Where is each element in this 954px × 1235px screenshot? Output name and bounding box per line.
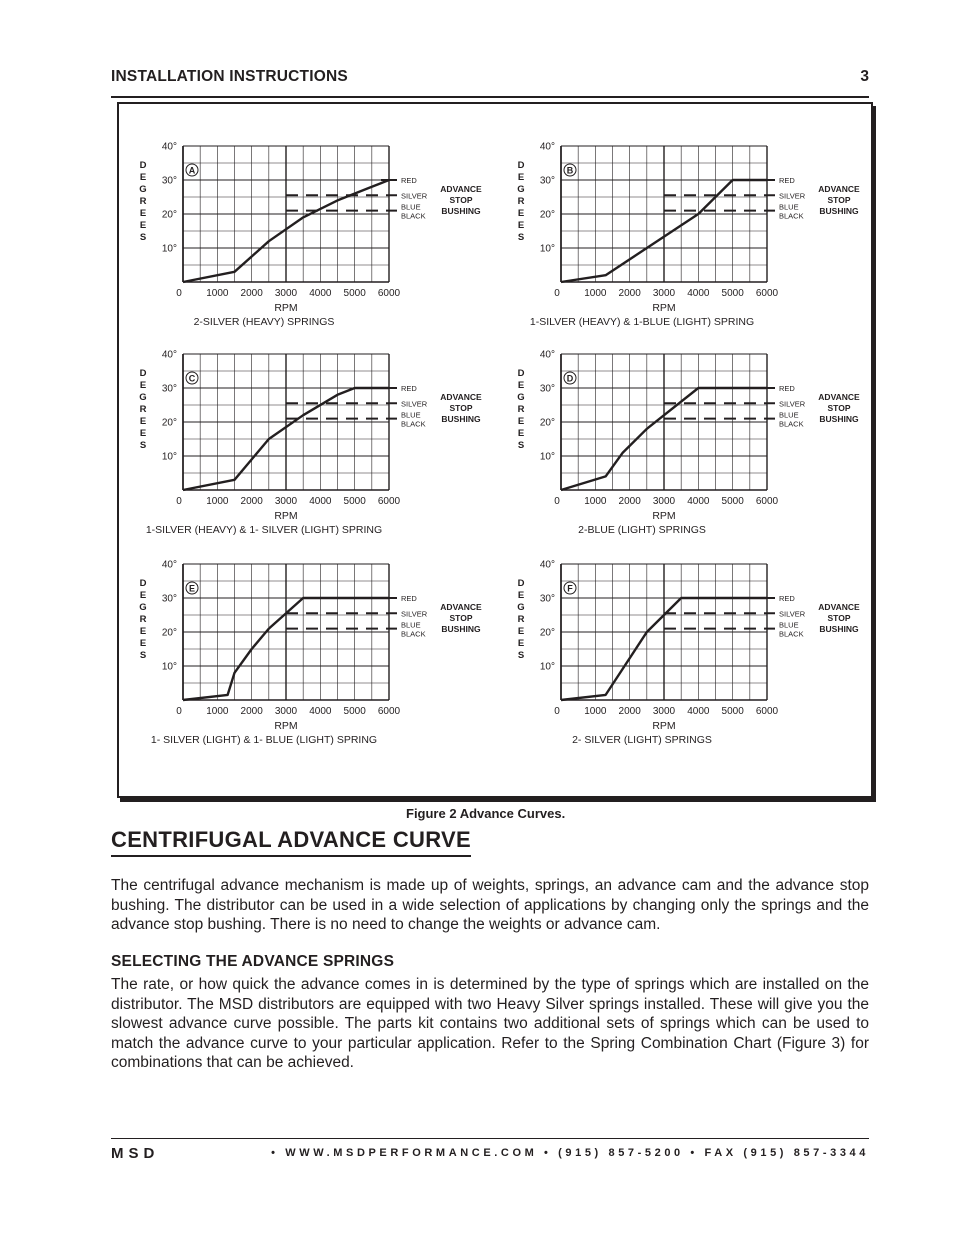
y-tick-label: 10° (539, 451, 555, 463)
y-tick-label: 30° (161, 383, 177, 395)
y-tick-label: 30° (539, 175, 555, 187)
bushing-title: BUSHING (441, 206, 481, 216)
y-axis-letter: R (139, 614, 147, 625)
x-axis-label: RPM (274, 720, 298, 732)
page-header (111, 66, 869, 98)
x-tick-label: 0 (554, 496, 560, 507)
chart-letter: D (566, 373, 574, 384)
bushing-title: BUSHING (441, 414, 481, 424)
y-tick-label: 10° (161, 243, 177, 255)
bushing-label-silver: SILVER (779, 191, 806, 201)
bushing-label-red: RED (401, 384, 417, 393)
page-footer (111, 1138, 869, 1162)
x-tick-label: 6000 (755, 496, 779, 507)
bushing-label-red: RED (779, 384, 795, 393)
bushing-title: STOP (449, 195, 473, 205)
y-axis-letter: R (517, 404, 525, 415)
bushing-label-black: BLACK (779, 629, 804, 639)
x-tick-label: 2000 (240, 288, 263, 299)
y-axis-letter: E (517, 172, 525, 183)
chart-grid (561, 354, 767, 490)
x-tick-label: 3000 (274, 706, 298, 717)
x-axis-label: RPM (274, 302, 298, 314)
y-axis-letter: S (517, 440, 525, 451)
x-tick-label: 1000 (206, 706, 229, 717)
x-tick-label: 6000 (377, 706, 401, 717)
y-axis-letter: E (139, 416, 147, 427)
x-tick-label: 0 (176, 288, 182, 299)
bushing-title: ADVANCE (818, 184, 860, 194)
x-tick-label: 3000 (652, 496, 676, 507)
bushing-label-silver: SILVER (779, 399, 806, 409)
footer-contact: • WWW.MSDPERFORMANCE.COM • (915) 857-5200 • FAX (915) 857-3344 (271, 1147, 869, 1159)
y-axis-letter: G (139, 184, 147, 195)
bushing-label-silver: SILVER (401, 399, 428, 409)
x-tick-label: 1000 (206, 496, 229, 507)
chart-letter: F (567, 583, 573, 594)
chart-grid (183, 146, 389, 282)
x-tick-label: 5000 (343, 706, 366, 717)
springs-paragraph: The rate, or how quick the advance comes in is determined by the type of springs which are installed on the distributor. The MSD distributors are equipped with two Heavy Silver springs installed. These will give you the slowest advance curve possible. The parts kit contains two additional sets of springs which can be used to match the advance curve to your particular application. Refer to the Spring Combination Chart (Figure 3) for combinations that can be achieved. (111, 976, 869, 1071)
intro-paragraph: The centrifugal advance mechanism is made up of weights, springs, an advance cam and the advance stop bushing. The distributor can be used in a wide selection of applications by changing only the springs and the advance stop bushing. There is no need to change the weights or advance cam. (111, 877, 869, 933)
y-axis-letter: E (139, 590, 147, 601)
chart-letter: E (188, 583, 196, 594)
y-axis-letter: E (139, 172, 147, 183)
chart-letter: A (188, 165, 196, 176)
y-axis-letter: E (517, 380, 525, 391)
y-axis-letter: D (139, 578, 147, 589)
x-tick-label: 5000 (343, 496, 366, 507)
y-axis-letter: D (139, 160, 147, 171)
y-axis-letter: E (517, 638, 525, 649)
x-tick-label: 2000 (618, 288, 641, 299)
bushing-label-blue: BLUE (401, 620, 421, 630)
x-tick-label: 3000 (274, 288, 298, 299)
figure-caption: Figure 2 Advance Curves. (406, 806, 566, 821)
y-axis-letter: D (517, 578, 525, 589)
bushing-title: BUSHING (441, 624, 481, 634)
y-axis-letter: S (139, 232, 147, 243)
x-axis-label: RPM (652, 302, 676, 314)
y-tick-label: 30° (161, 593, 177, 605)
x-tick-label: 2000 (618, 706, 641, 717)
bushing-title: BUSHING (819, 624, 859, 634)
bushing-label-blue: BLUE (779, 620, 799, 630)
bushing-title: STOP (827, 613, 851, 623)
chart-subtitle: 2-SILVER (HEAVY) SPRINGS (193, 316, 335, 328)
y-tick-label: 20° (161, 627, 177, 639)
x-tick-label: 6000 (755, 706, 779, 717)
chart-subtitle: 1-SILVER (HEAVY) & 1-BLUE (LIGHT) SPRING (529, 316, 755, 328)
x-tick-label: 0 (554, 706, 560, 717)
x-tick-label: 0 (176, 496, 182, 507)
x-tick-label: 3000 (274, 496, 298, 507)
chart-letter: B (566, 165, 574, 176)
y-axis-letter: E (517, 590, 525, 601)
chart-d (513, 340, 873, 540)
y-axis-letter: R (517, 196, 525, 207)
bushing-label-red: RED (779, 594, 795, 603)
bushing-label-blue: BLUE (779, 202, 799, 212)
bushing-label-blue: BLUE (779, 410, 799, 420)
bushing-label-black: BLACK (401, 629, 426, 639)
x-tick-label: 4000 (309, 288, 332, 299)
y-tick-label: 30° (161, 175, 177, 187)
x-tick-label: 4000 (687, 706, 710, 717)
y-axis-letter: E (139, 626, 147, 637)
y-tick-label: 20° (161, 417, 177, 429)
y-axis-letter: S (139, 650, 147, 661)
chart-subtitle: 1- SILVER (LIGHT) & 1- BLUE (LIGHT) SPRING (150, 734, 378, 746)
bushing-label-red: RED (401, 176, 417, 185)
bushing-title: STOP (449, 403, 473, 413)
bushing-title: ADVANCE (440, 602, 482, 612)
bushing-label-black: BLACK (401, 211, 426, 221)
y-tick-label: 40° (539, 559, 555, 571)
y-axis-letter: E (139, 380, 147, 391)
x-axis-label: RPM (652, 510, 676, 522)
bushing-title: BUSHING (819, 414, 859, 424)
chart-grid (183, 354, 389, 490)
y-axis-letter: E (139, 208, 147, 219)
bushing-title: ADVANCE (818, 392, 860, 402)
y-axis-letter: G (517, 184, 525, 195)
bushing-label-blue: BLUE (401, 410, 421, 420)
x-tick-label: 4000 (687, 288, 710, 299)
x-tick-label: 0 (554, 288, 560, 299)
x-tick-label: 3000 (652, 706, 676, 717)
x-tick-label: 4000 (309, 496, 332, 507)
x-tick-label: 2000 (240, 496, 263, 507)
y-axis-letter: S (139, 440, 147, 451)
y-tick-label: 20° (539, 417, 555, 429)
x-tick-label: 5000 (721, 706, 744, 717)
y-axis-letter: D (139, 368, 147, 379)
subsection-title: SELECTING THE ADVANCE SPRINGS (111, 953, 395, 970)
x-tick-label: 5000 (721, 288, 744, 299)
chart-grid (561, 146, 767, 282)
y-tick-label: 10° (161, 661, 177, 673)
bushing-title: BUSHING (819, 206, 859, 216)
bushing-title: ADVANCE (818, 602, 860, 612)
bushing-title: STOP (827, 403, 851, 413)
y-axis-letter: E (517, 428, 525, 439)
chart-grid (561, 564, 767, 700)
chart-a (135, 132, 495, 332)
y-axis-letter: E (139, 638, 147, 649)
x-tick-label: 1000 (584, 496, 607, 507)
x-tick-label: 6000 (377, 496, 401, 507)
page-number: 3 (860, 68, 869, 85)
bushing-label-silver: SILVER (401, 609, 428, 619)
y-axis-letter: R (139, 404, 147, 415)
y-axis-letter: E (517, 220, 525, 231)
bushing-label-red: RED (779, 176, 795, 185)
y-axis-letter: E (139, 220, 147, 231)
y-tick-label: 20° (161, 209, 177, 221)
bushing-label-silver: SILVER (779, 609, 806, 619)
bushing-title: STOP (449, 613, 473, 623)
chart-subtitle: 2-BLUE (LIGHT) SPRINGS (578, 524, 706, 536)
y-tick-label: 30° (539, 593, 555, 605)
x-tick-label: 0 (176, 706, 182, 717)
y-tick-label: 20° (539, 627, 555, 639)
y-axis-letter: E (517, 208, 525, 219)
x-tick-label: 1000 (584, 288, 607, 299)
chart-letter: C (188, 373, 196, 384)
x-tick-label: 3000 (652, 288, 676, 299)
x-tick-label: 1000 (584, 706, 607, 717)
y-axis-letter: G (139, 602, 147, 613)
x-axis-label: RPM (274, 510, 298, 522)
x-tick-label: 5000 (343, 288, 366, 299)
chart-e (135, 550, 495, 750)
chart-c (135, 340, 495, 540)
y-axis-letter: D (517, 160, 525, 171)
y-axis-letter: G (517, 602, 525, 613)
x-tick-label: 6000 (755, 288, 779, 299)
section-title: CENTRIFUGAL ADVANCE CURVE (111, 827, 471, 857)
y-axis-letter: E (517, 416, 525, 427)
x-tick-label: 4000 (687, 496, 710, 507)
chart-subtitle: 2- SILVER (LIGHT) SPRINGS (572, 734, 712, 746)
y-axis-letter: E (139, 428, 147, 439)
x-tick-label: 2000 (618, 496, 641, 507)
x-tick-label: 2000 (240, 706, 263, 717)
y-tick-label: 40° (539, 141, 555, 153)
x-tick-label: 6000 (377, 288, 401, 299)
y-axis-letter: S (517, 650, 525, 661)
bushing-label-black: BLACK (401, 419, 426, 429)
bushing-title: STOP (827, 195, 851, 205)
bushing-label-black: BLACK (779, 211, 804, 221)
y-tick-label: 30° (539, 383, 555, 395)
y-axis-letter: E (517, 626, 525, 637)
x-tick-label: 1000 (206, 288, 229, 299)
header-title: INSTALLATION INSTRUCTIONS (111, 68, 348, 85)
y-axis-letter: R (139, 196, 147, 207)
footer-brand: MSD (111, 1145, 160, 1162)
x-tick-label: 4000 (309, 706, 332, 717)
y-axis-letter: G (139, 392, 147, 403)
y-tick-label: 10° (539, 243, 555, 255)
y-tick-label: 20° (539, 209, 555, 221)
y-axis-letter: G (517, 392, 525, 403)
bushing-label-blue: BLUE (401, 202, 421, 212)
y-tick-label: 40° (539, 349, 555, 361)
y-tick-label: 40° (161, 141, 177, 153)
x-axis-label: RPM (652, 720, 676, 732)
y-tick-label: 40° (161, 349, 177, 361)
chart-subtitle: 1-SILVER (HEAVY) & 1- SILVER (LIGHT) SPRING (145, 524, 383, 536)
bushing-title: ADVANCE (440, 184, 482, 194)
chart-grid (183, 564, 389, 700)
bushing-title: ADVANCE (440, 392, 482, 402)
y-axis-letter: D (517, 368, 525, 379)
y-tick-label: 40° (161, 559, 177, 571)
y-tick-label: 10° (539, 661, 555, 673)
x-tick-label: 5000 (721, 496, 744, 507)
figure-frame (117, 102, 873, 798)
chart-f (513, 550, 873, 750)
bushing-label-red: RED (401, 594, 417, 603)
chart-b (513, 132, 873, 332)
y-axis-letter: R (517, 614, 525, 625)
y-axis-letter: S (517, 232, 525, 243)
y-tick-label: 10° (161, 451, 177, 463)
bushing-label-silver: SILVER (401, 191, 428, 201)
bushing-label-black: BLACK (779, 419, 804, 429)
